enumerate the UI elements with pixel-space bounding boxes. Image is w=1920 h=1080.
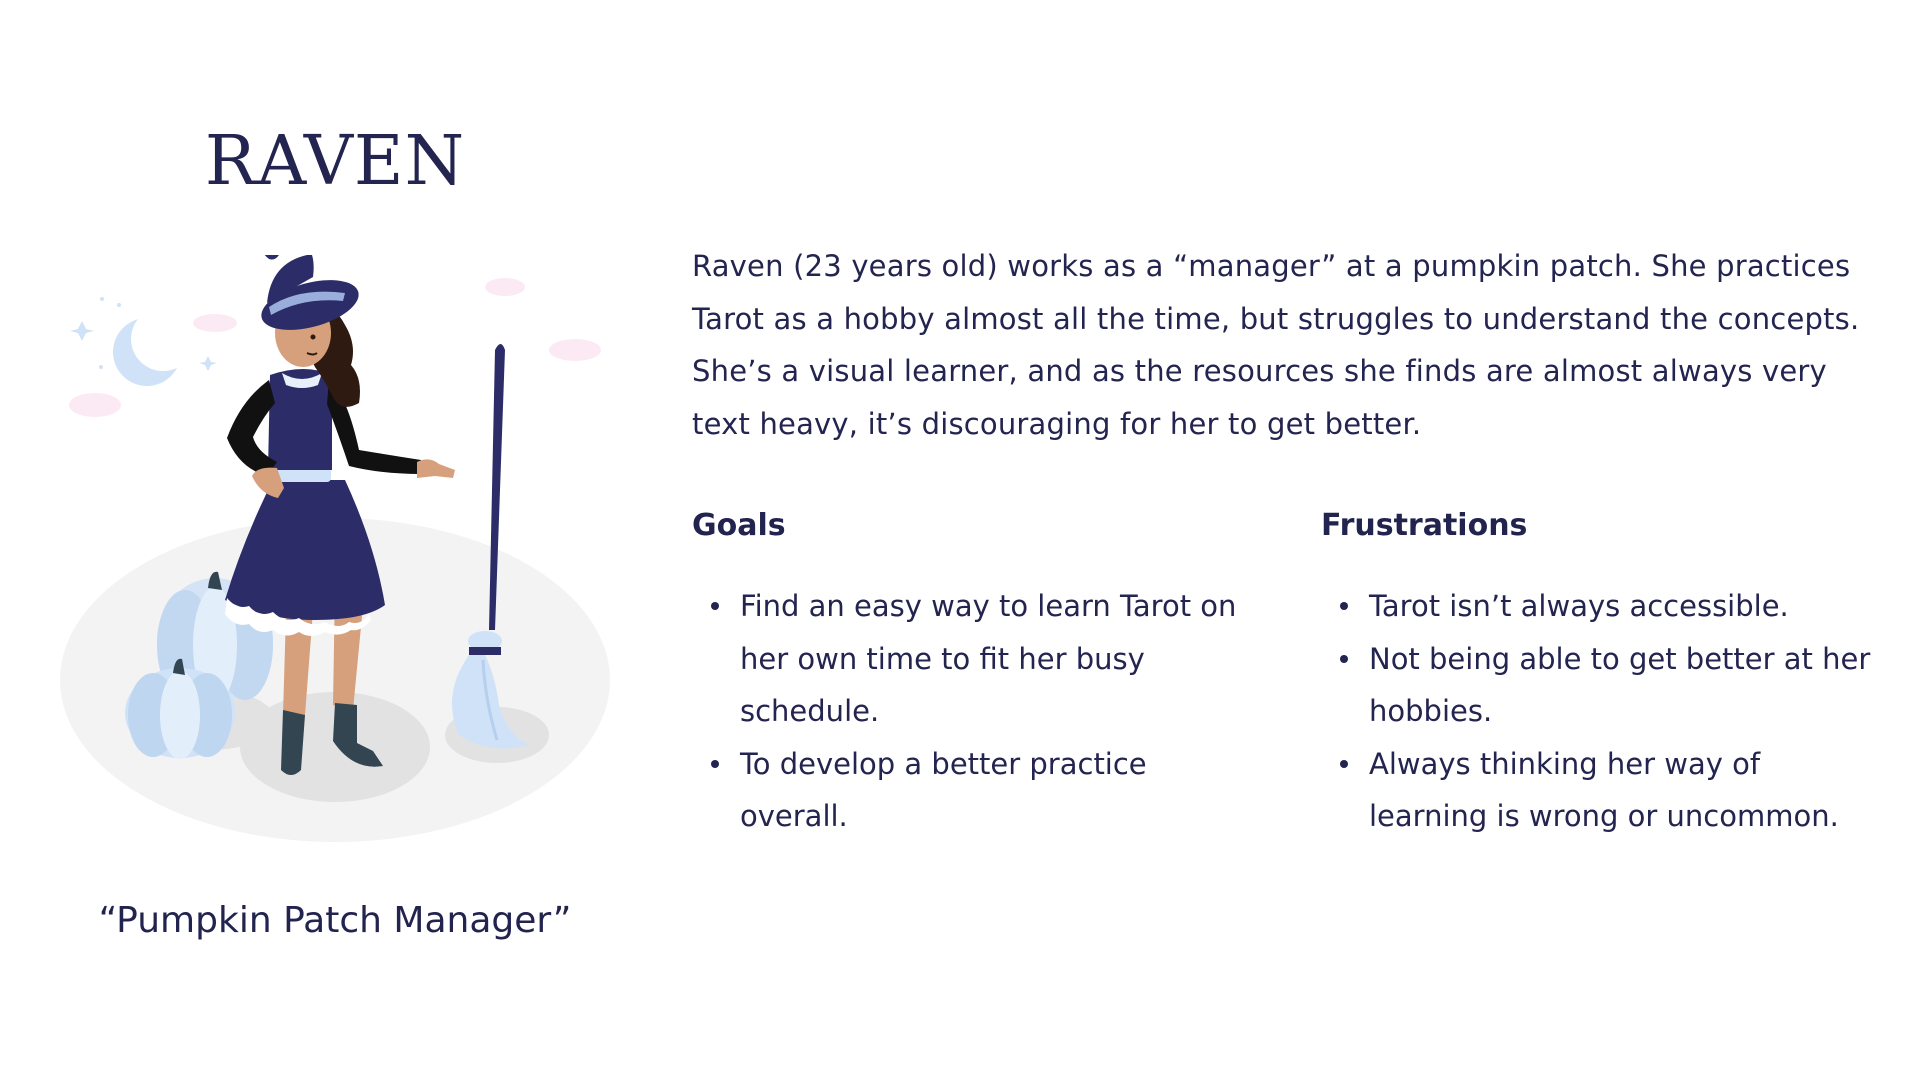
persona-intro: Raven (23 years old) works as a “manager” at a pumpkin patch. She practices Tarot as a hobby almost all the time, but struggles to understand the concepts. She’s a visual learner, and as the resources she finds are almost always very text heavy, it’s discouraging for her to get better.: [692, 249, 1860, 441]
frustrations-list: [1321, 580, 1881, 843]
list-item: Not being able to get better at her hobbies.: [1369, 633, 1881, 738]
witch-with-broom-and-pumpkins-image: [55, 255, 625, 855]
goals-section: [692, 502, 1252, 843]
moon-icon: [113, 307, 195, 386]
goals-heading: Goals: [692, 508, 786, 543]
star-icon: [199, 356, 217, 371]
frustrations-section: [1321, 502, 1881, 843]
star-icon: [70, 321, 94, 341]
persona-name: RAVEN: [204, 122, 466, 201]
witch-illustration: [55, 255, 625, 855]
list-item: Find an easy way to learn Tarot on her own time to fit her busy schedule.: [740, 580, 1252, 738]
frustrations-heading: Frustrations: [1321, 508, 1528, 543]
goals-list: [692, 580, 1252, 843]
list-item: To develop a better practice overall.: [740, 738, 1252, 843]
list-item: Tarot isn’t always accessible.: [1369, 580, 1881, 633]
list-item: Always thinking her way of learning is wrong or uncommon.: [1369, 738, 1881, 843]
persona-tagline: “Pumpkin Patch Manager”: [98, 900, 572, 941]
